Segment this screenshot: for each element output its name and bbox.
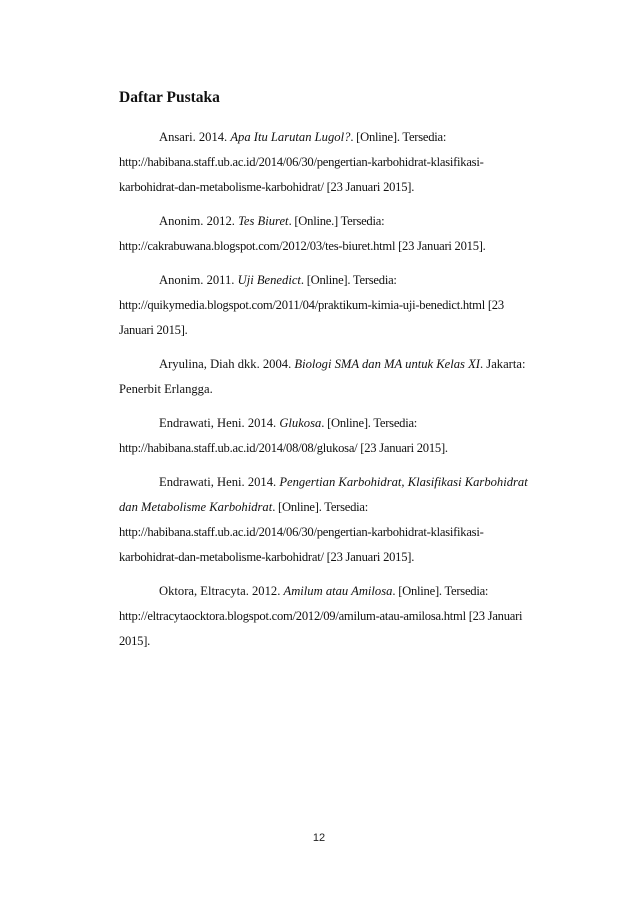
reference-title: Apa Itu Larutan Lugol?: [230, 130, 351, 144]
reference-lead: Ansari. 2014.: [159, 130, 231, 144]
reference-entry: [119, 209, 539, 259]
reference-tail: . [Online]. Tersedia: http://quikymedia.blogspot.com/2011/04/praktikum-kimia-uji-benedict.html [23 Januari 2015].: [119, 273, 504, 337]
reference-title: Glukosa: [279, 416, 322, 430]
reference-entry: [119, 125, 539, 200]
page-number: 12: [312, 832, 326, 844]
reference-entry: [119, 470, 539, 570]
reference-tail: . Jakarta: Penerbit Erlangga.: [119, 357, 526, 396]
reference-lead: Endrawati, Heni. 2014.: [159, 416, 280, 430]
reference-lead: Anonim. 2011.: [159, 273, 238, 287]
reference-tail: . [Online]. Tersedia: http://habibana.staff.ub.ac.id/2014/06/30/pengertian-karbohidrat-klasifikasi-karbohidrat-dan-metabolisme-karbohidrat/ [23 Januari 2015].: [119, 130, 484, 194]
reference-tail: . [Online]. Tersedia: http://habibana.staff.ub.ac.id/2014/08/08/glukosa/ [23 Januari 2015].: [119, 416, 448, 455]
reference-tail: . [Online]. Tersedia: http://habibana.staff.ub.ac.id/2014/06/30/pengertian-karbohidrat-klasifikasi-karbohidrat-dan-metabolisme-karbohidrat/ [23 Januari 2015].: [119, 500, 484, 564]
reference-lead: Anonim. 2012.: [159, 214, 239, 228]
reference-title: Pengertian Karbohidrat, Klasifikasi Karbohidrat dan Metabolisme Karbohidrat: [119, 475, 528, 514]
reference-title: Biologi SMA dan MA untuk Kelas XI: [294, 357, 480, 371]
reference-list: [119, 125, 539, 663]
reference-entry: [119, 352, 539, 402]
reference-lead: Oktora, Eltracyta. 2012.: [159, 584, 284, 598]
reference-tail: . [Online]. Tersedia: http://eltracytaocktora.blogspot.com/2012/09/amilum-atau-amilosa.html [23 Januari 2015].: [119, 584, 523, 648]
bibliography-heading: Daftar Pustaka: [119, 89, 220, 106]
reference-tail: . [Online.] Tersedia: http://cakrabuwana.blogspot.com/2012/03/tes-biuret.html [23 Januari 2015].: [119, 214, 486, 253]
reference-title: Amilum atau Amilosa: [283, 584, 393, 598]
reference-title: Uji Benedict: [237, 273, 301, 287]
reference-entry: [119, 268, 539, 343]
reference-entry: [119, 411, 539, 461]
reference-title: Tes Biuret: [238, 214, 289, 228]
reference-lead: Endrawati, Heni. 2014.: [159, 475, 280, 489]
reference-lead: Aryulina, Diah dkk. 2004.: [159, 357, 295, 371]
reference-entry: [119, 579, 539, 654]
